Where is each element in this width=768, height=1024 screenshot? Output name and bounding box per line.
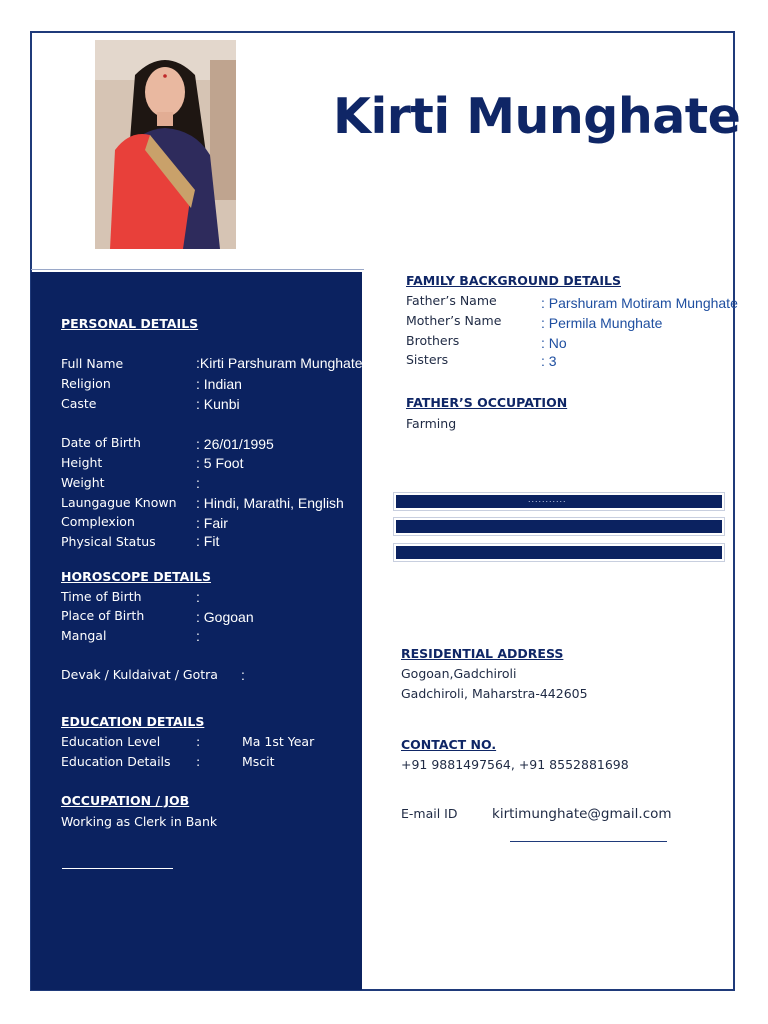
horoscope-details-heading: HOROSCOPE DETAILS [61,569,211,584]
family-row-label: Sisters [406,352,449,367]
family-row-label: Mother’s Name [406,313,502,328]
candidate-name: Kirti Munghate [333,88,741,145]
horoscope-row-value: : [196,589,200,605]
personal-row-value: :Kirti Parshuram Munghate [196,355,363,371]
horoscope-row-value: : Gogoan [196,609,254,625]
personal-row-value: : Indian [196,376,242,392]
family-row-value: : Parshuram Motiram Munghate [541,295,738,311]
horoscope-row-label: Time of Birth [61,589,142,604]
family-row-value: : 3 [541,353,557,369]
education-row-label: Education Level [61,734,161,749]
horoscope-row-label: Mangal [61,628,107,643]
education-row-label: Education Details [61,754,171,769]
left-panel-signature-rule [62,868,173,869]
personal-row-label: Religion [61,376,111,391]
personal-row-value: : Fair [196,515,228,531]
personal-row-label: Caste [61,396,97,411]
father-occupation-heading: FATHER’S OCCUPATION [406,395,568,410]
residential-address-heading: RESIDENTIAL ADDRESS [401,646,564,661]
occupation-heading: OCCUPATION / JOB [61,793,190,808]
decorative-bar [396,546,722,559]
education-details-heading: EDUCATION DETAILS [61,714,205,729]
email-underline-rule [510,841,667,842]
family-row-label: Father’s Name [406,293,497,308]
contact-heading: CONTACT NO. [401,737,497,752]
decorative-bar [396,520,722,533]
personal-row-label: Physical Status [61,534,156,549]
family-background-heading: FAMILY BACKGROUND DETAILS [406,273,621,288]
personal-row-value: : 5 Foot [196,455,244,471]
personal-row-value: : 26/01/1995 [196,436,274,452]
profile-photo-illustration [95,40,236,249]
profile-photo [95,40,236,249]
personal-row-label: Complexion [61,514,135,529]
personal-row-value: : Fit [196,533,220,549]
horoscope-row-value: : [241,667,245,683]
personal-row-value: : Hindi, Marathi, English [196,495,344,511]
address-line-2: Gadchiroli, Maharstra-442605 [401,686,588,701]
personal-row-label: Height [61,455,103,470]
education-row-colon: : [196,754,201,769]
education-row-value: Ma 1st Year [242,734,315,749]
personal-row-label: Weight [61,475,105,490]
email-label: E-mail ID [401,806,458,821]
family-row-value: : No [541,335,567,351]
contact-numbers: +91 9881497564, +91 8552881698 [401,757,629,772]
email-value[interactable]: kirtimunghate@gmail.com [492,806,672,822]
left-panel-top-rule [31,269,364,270]
personal-row-value: : Kunbi [196,396,240,412]
horoscope-row-label: Place of Birth [61,608,145,623]
horoscope-row-value: : [196,628,200,644]
decorative-dots: ........... [528,494,567,504]
occupation-text: Working as Clerk in Bank [61,814,218,829]
family-row-value: : Permila Munghate [541,315,663,331]
education-row-colon: : [196,734,201,749]
personal-details-heading: PERSONAL DETAILS [61,316,199,331]
personal-row-label: Laungague Known [61,495,177,510]
family-row-label: Brothers [406,333,460,348]
personal-row-value: : [196,475,200,491]
address-line-1: Gogoan,Gadchiroli [401,666,517,681]
personal-row-label: Date of Birth [61,435,141,450]
father-occupation-text: Farming [406,416,457,431]
education-row-value: Mscit [242,754,275,769]
personal-row-label: Full Name [61,356,124,371]
horoscope-row-label: Devak / Kuldaivat / Gotra [61,667,218,682]
